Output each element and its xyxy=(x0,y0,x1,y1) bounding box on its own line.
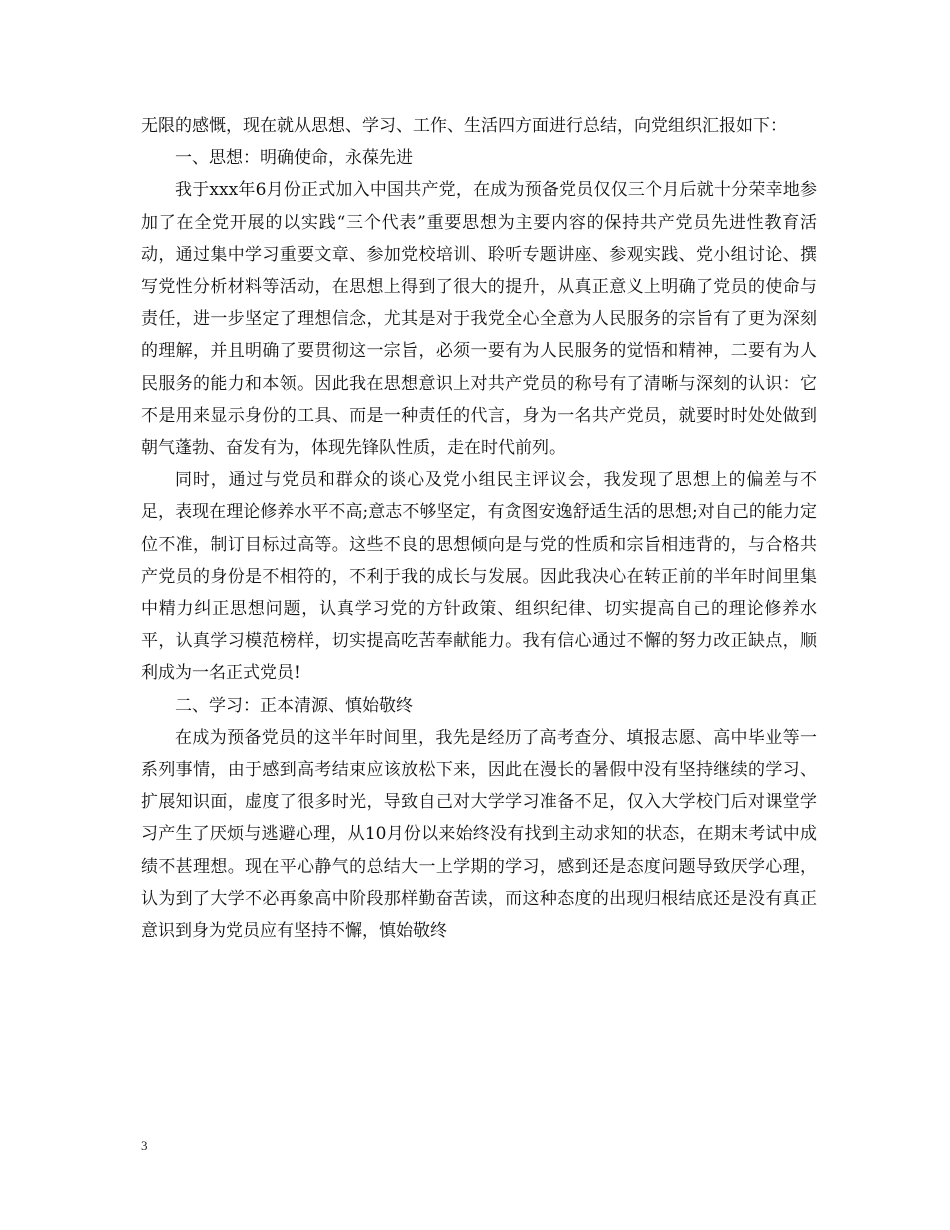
section-heading-thought: 一、思想：明确使命，永葆先进 xyxy=(175,148,413,169)
page-number: 3 xyxy=(141,1138,148,1153)
section-heading-study: 二、学习：正本清源、慎始敬终 xyxy=(175,695,413,716)
paragraph-intro-continuation: 无限的感慨，现在就从思想、学习、工作、生活四方面进行总结，向党组织汇报如下： xyxy=(141,116,787,136)
document-body xyxy=(141,110,817,947)
paragraph-thought-2: 同时，通过与党员和群众的谈心及党小组民主评议会，我发现了思想上的偏差与不足，表现在理论修养水平不高;意志不够坚定，有贪图安逸舒适生活的思想;对自己的能力定位不准，制订目标过高等。这些不良的思想倾向是与党的性质和宗旨相违背的，与合格共产党员的身份是不相符的，不利于我的成长与发展。因此我决心在转正前的半年时间里集中精力纠正思想问题，认真学习党的方针政策、组织纪律、切实提高自己的理论修养水平，认真学习模范榜样，切实提高吃苦奉献能力。我有信心通过不懈的努力改正缺点，顺利成为一名正式党员! xyxy=(141,470,817,684)
paragraph-thought-1: 我于xxx年6月份正式加入中国共产党，在成为预备党员仅仅三个月后就十分荣幸地参加了在全党开展的以实践“三个代表”重要思想为主要内容的保持共产党员先进性教育活动，通过集中学习重要文章、参加党校培训、聆听专题讲座、参观实践、党小组讨论、撰写党性分析材料等活动，在思想上得到了很大的提升，从真正意义上明确了党员的使命与责任，进一步坚定了理想信念，尤其是对于我党全心全意为人民服务的宗旨有了更为深刻的理解，并且明确了要贯彻这一宗旨，必须一要有为人民服务的觉悟和精神，二要有为人民服务的能力和本领。因此我在思想意识上对共产党员的称号有了清晰与深刻的认识：它不是用来显示身份的工具、而是一种责任的代言，身为一名共产党员，就要时时处处做到朝气蓬勃、奋发有为，体现先锋队性质，走在时代前列。 xyxy=(141,180,817,459)
paragraph-study-1: 在成为预备党员的这半年时间里，我先是经历了高考查分、填报志愿、高中毕业等一系列事情，由于感到高考结束应该放松下来，因此在漫长的暑假中没有坚持继续的学习、扩展知识面，虚度了很多时光，导致自己对大学学习准备不足，仅入大学校门后对课堂学习产生了厌烦与逃避心理，从10月份以来始终没有找到主动求知的状态，在期末考试中成绩不甚理想。现在平心静气的总结大一上学期的学习，感到还是态度问题导致厌学心理，认为到了大学不必再象高中阶段那样勤奋苦读，而这种态度的出现归根结底还是没有真正意识到身为党员应有坚持不懈，慎始敬终 xyxy=(141,727,817,942)
